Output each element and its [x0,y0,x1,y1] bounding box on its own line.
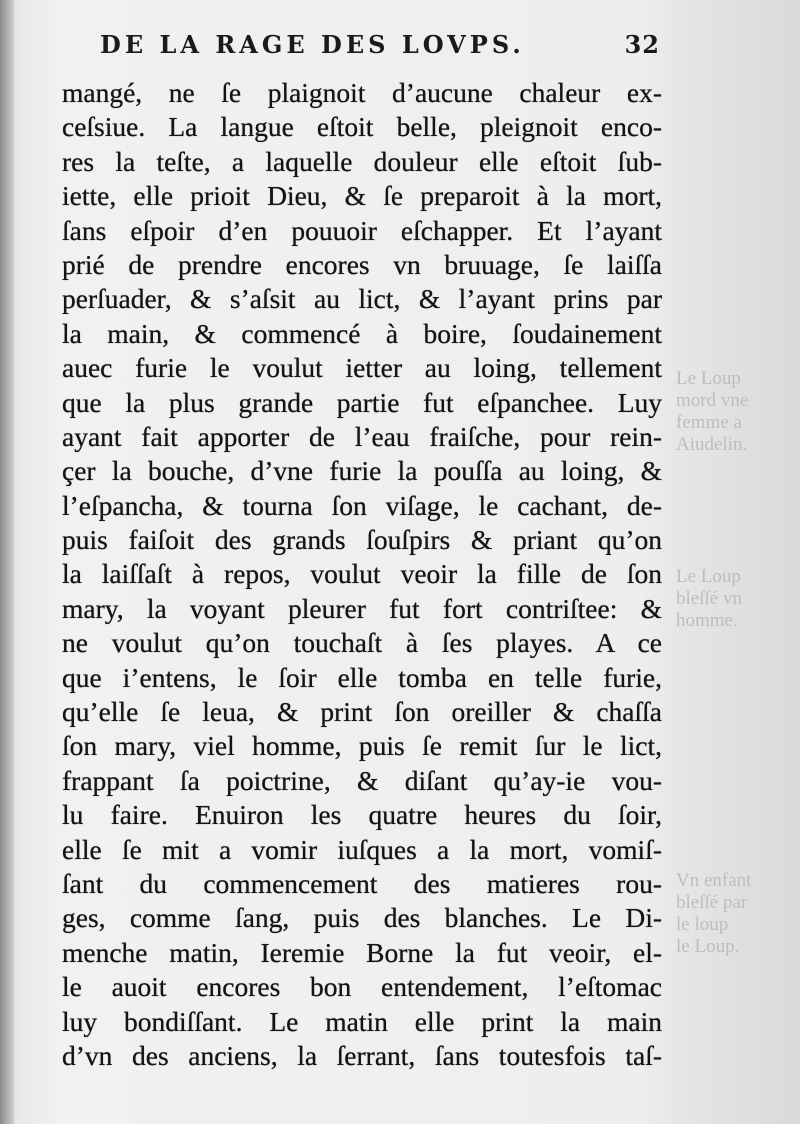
text-line: l’eſpancha, & tourna ſon viſage, le cachant, de- [62,489,662,521]
text-line: le auoit encores bon entendement, l’eſtomac [62,971,662,1003]
margin-note [676,368,800,456]
margin-note-line: Aiudelin. [676,434,748,455]
margin-note [676,566,800,632]
text-line: que la plus grande partie fut eſpanchee. Luy [62,386,662,418]
text-line: luy bondiſſant. Le matin elle print la main [62,1005,662,1037]
text-line: la main, & commencé à boire, ſoudainement [62,317,662,349]
running-title: DE LA RAGE DES LOVPS. [100,30,525,59]
text-line: ſon mary, viel homme, puis ſe remit ſur le lict, [62,730,662,762]
text-line: prié de prendre encores vn bruuage, ſe laiſſa [62,248,662,280]
text-line: puis faiſoit des grands ſouſpirs & priant qu’on [62,524,662,556]
text-line: ne voulut qu’on touchaſt à ſes playes. A ce [62,627,662,659]
margin-note-line: Le Loup [676,368,741,389]
binding-gutter [0,0,14,1124]
margin-note-line: Vn enfant [676,870,752,891]
text-line: res la teſte, a laquelle douleur elle eſtoit ſub- [62,145,662,177]
text-line: ceſsiue. La langue eſtoit belle, pleignoit enco- [62,111,662,143]
margin-note-line: bleſſé par [676,892,748,913]
text-line: perſuader, & s’aſsit au lict, & l’ayant prins par [62,283,662,315]
margin-note-line: homme. [676,610,738,631]
text-line: mangé, ne ſe plaignoit d’aucune chaleur ex- [62,77,662,108]
text-line: qu’elle ſe leua, & print ſon oreiller & chaſſa [62,696,662,728]
margin-note-line: le Loup. [676,936,740,957]
running-header [100,30,660,64]
body-text [62,76,662,1073]
text-line: ges, comme ſang, puis des blanches. Le Di- [62,902,662,934]
margin-note-line: le loup [676,914,729,935]
text-line: que i’entens, le ſoir elle tomba en telle furie, [62,661,662,693]
text-line: ſant du commencement des matieres rou- [62,867,662,899]
text-line: auec furie le voulut ietter au loing, tellement [62,352,662,384]
page-number: 32 [624,30,660,59]
margin-note-line: Le Loup [676,566,741,587]
text-line: ayant fait apporter de l’eau fraiſche, pour rein- [62,420,662,452]
text-line: elle ſe mit a vomir iuſques a la mort, vomiſ- [62,833,662,865]
text-line: iette, elle prioit Dieu, & ſe preparoit à la mort, [62,180,662,212]
text-line: lu faire. Enuiron les quatre heures du ſoir, [62,799,662,831]
text-line: ſans eſpoir d’en pouuoir eſchapper. Et l’ayant [62,214,662,246]
text-line: mary, la voyant pleurer fut fort contriſtee: & [62,592,662,624]
text-line: la laiſſaſt à repos, voulut veoir la fille de ſon [62,558,662,590]
text-line: frappant ſa poictrine, & diſant qu’ay-ie vou- [62,764,662,796]
margin-note-line: bleſſé vn [676,588,742,609]
text-line: d’vn des anciens, la ſerrant, ſans toutesfois taſ- [62,1039,662,1071]
text-line: menche matin, Ieremie Borne la fut veoir, el- [62,936,662,968]
margin-note-line: mord vne [676,390,749,411]
margin-note-line: femme a [676,412,742,433]
margin-note [676,870,800,958]
text-line: çer la bouche, d’vne furie la pouſſa au loing, & [62,455,662,487]
